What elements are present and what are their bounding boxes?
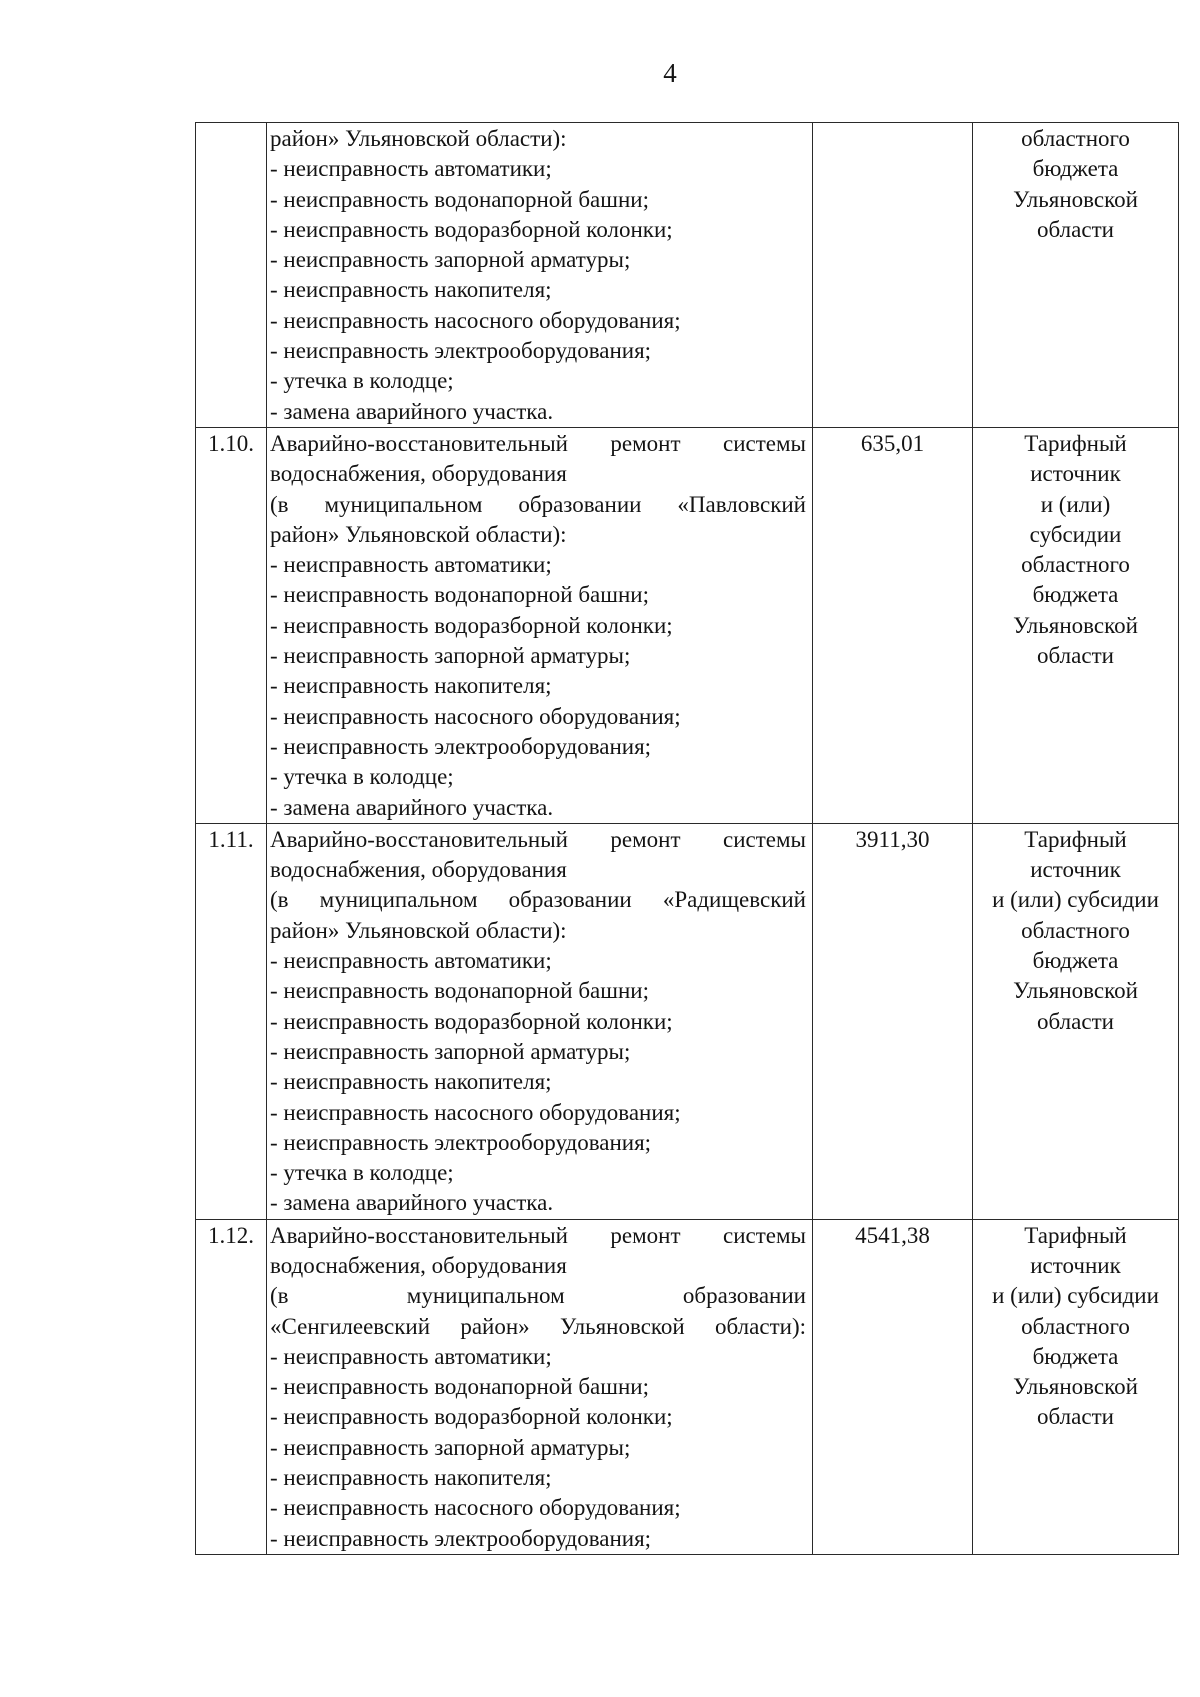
funding-source <box>973 1219 1179 1554</box>
funding-source-line: и (или) <box>1040 491 1111 517</box>
row-number: 1.11. <box>196 823 267 1219</box>
description-line: - неисправность насосного оборудования; <box>270 307 681 333</box>
work-description <box>267 823 813 1219</box>
description-line: - неисправность водонапорной башни; <box>270 1374 649 1400</box>
funding-source <box>973 427 1179 823</box>
description-line: - неисправность запорной арматуры; <box>270 643 631 669</box>
description-line: - неисправность автоматики; <box>270 1343 552 1369</box>
description-line: - утечка в колодце; <box>270 1160 454 1186</box>
description-line: - неисправность запорной арматуры; <box>270 1038 631 1064</box>
row-number: 1.10. <box>196 427 267 823</box>
description-line: - неисправность водоразборной колонки; <box>270 1008 673 1034</box>
cost-amount: 4541,38 <box>813 1219 973 1554</box>
description-line: - неисправность водоразборной колонки; <box>270 612 673 638</box>
funding-source-line: бюджета <box>1032 1343 1119 1369</box>
description-line: «Сенгилеевский район» Ульяновской области): <box>270 1313 806 1339</box>
description-line: водоснабжения, оборудования <box>270 1252 567 1278</box>
description-line: - неисправность водонапорной башни; <box>270 978 649 1004</box>
measures-table <box>195 122 1179 1555</box>
funding-source-line: области <box>1037 216 1114 242</box>
description-line: (в муниципальном образовании <box>270 1283 806 1309</box>
table-row <box>196 427 1179 823</box>
description-line: - неисправность накопителя; <box>270 1069 552 1095</box>
funding-source-line: бюджета <box>1032 948 1119 974</box>
funding-source-line: области <box>1037 1404 1114 1430</box>
description-line: - неисправность электрооборудования; <box>270 733 652 759</box>
description-line: Аварийно-восстановительный ремонт системы <box>270 826 806 852</box>
funding-source-line: Ульяновской <box>1013 186 1138 212</box>
table-body <box>196 123 1179 1555</box>
description-line: Аварийно-восстановительный ремонт системы <box>270 1222 806 1248</box>
description-line: - утечка в колодце; <box>270 368 454 394</box>
description-line: - неисправность насосного оборудования; <box>270 703 681 729</box>
funding-source-line: Тарифный <box>1024 1222 1127 1248</box>
description-line: - неисправность запорной арматуры; <box>270 247 631 273</box>
funding-source-line: и (или) субсидии <box>992 887 1159 913</box>
description-line: (в муниципальном образовании «Павловский <box>270 491 806 517</box>
funding-source-line: источник <box>1030 857 1121 883</box>
cost-amount: 3911,30 <box>813 823 973 1219</box>
work-description <box>267 427 813 823</box>
funding-source-line: источник <box>1030 461 1121 487</box>
description-line: - неисправность запорной арматуры; <box>270 1434 631 1460</box>
funding-source-line: областного <box>1021 552 1130 578</box>
cost-amount: 635,01 <box>813 427 973 823</box>
page-number: 4 <box>663 58 677 88</box>
description-line: - неисправность автоматики; <box>270 948 552 974</box>
funding-source <box>973 823 1179 1219</box>
description-line: - неисправность электрооборудования; <box>270 1525 652 1551</box>
cost-amount <box>813 123 973 428</box>
description-line: - замена аварийного участка. <box>270 398 554 424</box>
description-line: - утечка в колодце; <box>270 764 454 790</box>
description-line: (в муниципальном образовании «Радищевский <box>270 887 806 913</box>
description-line: район» Ульяновской области): <box>270 917 567 943</box>
description-line: район» Ульяновской области): <box>270 521 567 547</box>
work-description <box>267 1219 813 1554</box>
funding-source-line: Ульяновской <box>1013 1374 1138 1400</box>
description-line: - замена аварийного участка. <box>270 1190 554 1216</box>
funding-source <box>973 123 1179 428</box>
funding-source-line: Ульяновской <box>1013 612 1138 638</box>
funding-source-line: областного <box>1021 126 1130 151</box>
description-line: - неисправность автоматики; <box>270 552 552 578</box>
description-line: - неисправность накопителя; <box>270 673 552 699</box>
table-row <box>196 823 1179 1219</box>
funding-source-line: областного <box>1021 917 1130 943</box>
description-line: - неисправность накопителя; <box>270 277 552 303</box>
funding-source-line: бюджета <box>1032 156 1119 182</box>
funding-source-line: Ульяновской <box>1013 978 1138 1004</box>
funding-source-line: области <box>1037 1008 1114 1034</box>
funding-source-line: областного <box>1021 1313 1130 1339</box>
funding-source-line: и (или) субсидии <box>992 1283 1159 1309</box>
description-line: - неисправность водоразборной колонки; <box>270 216 673 242</box>
funding-source-line: области <box>1037 643 1114 669</box>
funding-source-line: Тарифный <box>1024 430 1127 456</box>
description-line: - неисправность насосного оборудования; <box>270 1099 681 1125</box>
description-line: водоснабжения, оборудования <box>270 857 567 883</box>
table-row <box>196 123 1179 428</box>
description-line: - неисправность электрооборудования; <box>270 338 652 364</box>
funding-source-line: бюджета <box>1032 582 1119 608</box>
description-line: - неисправность электрооборудования; <box>270 1129 652 1155</box>
description-line: - неисправность автоматики; <box>270 156 552 182</box>
description-line: Аварийно-восстановительный ремонт системы <box>270 430 806 456</box>
description-line: - неисправность насосного оборудования; <box>270 1495 681 1521</box>
funding-source-line: Тарифный <box>1024 826 1127 852</box>
description-line: - неисправность водонапорной башни; <box>270 186 649 212</box>
description-line: - неисправность водонапорной башни; <box>270 582 649 608</box>
row-number: 1.12. <box>196 1219 267 1554</box>
table-row <box>196 1219 1179 1554</box>
work-description <box>267 123 813 428</box>
description-line: - замена аварийного участка. <box>270 794 554 820</box>
description-line: водоснабжения, оборудования <box>270 461 567 487</box>
funding-source-line: источник <box>1030 1252 1121 1278</box>
description-line: - неисправность водоразборной колонки; <box>270 1404 673 1430</box>
row-number <box>196 123 267 428</box>
description-line: - неисправность накопителя; <box>270 1465 552 1491</box>
funding-source-line: субсидии <box>1029 521 1122 547</box>
description-line: район» Ульяновской области): <box>270 126 567 151</box>
